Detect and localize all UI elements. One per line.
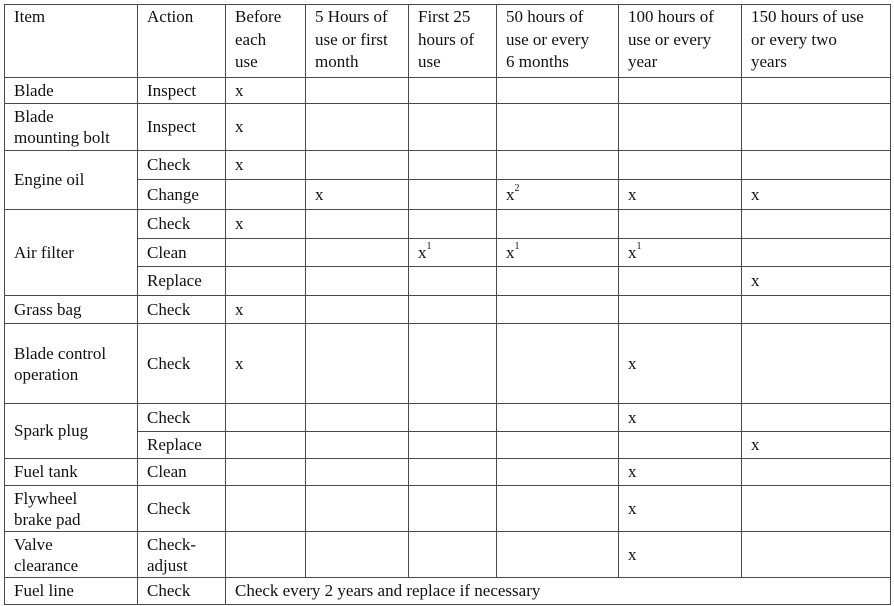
header-line: First 25	[418, 7, 471, 26]
empty-cell	[409, 210, 497, 239]
mark-cell: x	[306, 180, 409, 210]
empty-cell	[306, 151, 409, 180]
table-row	[5, 486, 891, 532]
item-cell	[5, 104, 138, 151]
item-cell: Spark plug	[5, 404, 138, 459]
empty-cell	[497, 486, 619, 532]
table-row	[5, 532, 891, 578]
empty-cell	[306, 210, 409, 239]
col-header-50-hours	[497, 5, 619, 78]
empty-cell	[497, 78, 619, 104]
empty-cell	[306, 78, 409, 104]
table-row	[5, 324, 891, 404]
empty-cell	[497, 459, 619, 486]
empty-cell	[497, 296, 619, 324]
empty-cell	[306, 486, 409, 532]
action-cell: Clean	[138, 459, 226, 486]
maintenance-schedule-table	[4, 4, 891, 605]
header-line: 100 hours of	[628, 7, 714, 26]
item-cell: Fuel tank	[5, 459, 138, 486]
empty-cell	[409, 404, 497, 432]
empty-cell	[497, 324, 619, 404]
action-cell: Check	[138, 324, 226, 404]
item-line: Flywheel	[14, 488, 78, 508]
empty-cell	[409, 296, 497, 324]
action-cell: Check	[138, 578, 226, 605]
item-cell	[5, 324, 138, 404]
header-line: hours of	[418, 29, 475, 49]
empty-cell	[497, 404, 619, 432]
action-cell: Check	[138, 486, 226, 532]
action-line: Check-	[147, 534, 197, 554]
empty-cell	[306, 459, 409, 486]
empty-cell	[742, 459, 891, 486]
action-cell: Check	[138, 296, 226, 324]
item-line: operation	[14, 364, 79, 384]
empty-cell	[742, 151, 891, 180]
footnote-marker: 2	[514, 182, 520, 194]
empty-cell	[409, 432, 497, 459]
empty-cell	[742, 104, 891, 151]
empty-cell	[226, 267, 306, 296]
empty-cell	[409, 486, 497, 532]
table-row	[5, 151, 891, 180]
footnote-marker: 1	[426, 240, 432, 252]
empty-cell	[226, 486, 306, 532]
empty-cell	[306, 267, 409, 296]
empty-cell	[619, 267, 742, 296]
mark-cell: x	[619, 404, 742, 432]
empty-cell	[306, 432, 409, 459]
action-cell: Clean	[138, 239, 226, 267]
empty-cell	[409, 104, 497, 151]
item-line: mounting bolt	[14, 128, 110, 147]
item-line: Blade	[14, 107, 54, 126]
mark-cell	[497, 239, 619, 267]
col-header-item: Item	[5, 5, 138, 78]
action-cell: Check	[138, 210, 226, 239]
empty-cell	[409, 151, 497, 180]
header-line: 5 Hours of	[315, 7, 388, 26]
mark-cell	[619, 239, 742, 267]
item-cell: Air filter	[5, 210, 138, 296]
item-cell: Fuel line	[5, 578, 138, 605]
empty-cell	[409, 459, 497, 486]
empty-cell	[742, 486, 891, 532]
empty-cell	[497, 432, 619, 459]
empty-cell	[306, 239, 409, 267]
mark: x	[506, 184, 515, 204]
item-line: Blade control	[14, 343, 107, 363]
mark: x	[506, 242, 515, 262]
action-cell: Replace	[138, 432, 226, 459]
table-row	[5, 578, 891, 605]
mark-cell: x	[619, 180, 742, 210]
empty-cell	[226, 459, 306, 486]
header-line: each	[235, 29, 267, 49]
empty-cell	[226, 532, 306, 578]
empty-cell	[619, 151, 742, 180]
item-line: clearance	[14, 555, 79, 575]
header-line: use or every	[506, 29, 590, 49]
mark-cell: x	[742, 267, 891, 296]
action-cell: Check	[138, 151, 226, 180]
empty-cell	[742, 210, 891, 239]
mark-cell: x	[619, 486, 742, 532]
header-line: use or first	[315, 29, 388, 49]
empty-cell	[226, 180, 306, 210]
action-cell: Inspect	[138, 78, 226, 104]
empty-cell	[226, 404, 306, 432]
table-row	[5, 459, 891, 486]
empty-cell	[409, 532, 497, 578]
table-row	[5, 78, 891, 104]
empty-cell	[742, 532, 891, 578]
empty-cell	[742, 78, 891, 104]
empty-cell	[742, 404, 891, 432]
empty-cell	[226, 432, 306, 459]
empty-cell	[306, 296, 409, 324]
fuel-line-note: Check every 2 years and replace if necessary	[226, 578, 891, 605]
mark-cell	[409, 239, 497, 267]
footnote-marker: 1	[514, 240, 520, 252]
header-line: 50 hours of	[506, 7, 584, 26]
table-row	[5, 432, 891, 459]
empty-cell	[742, 296, 891, 324]
empty-cell	[619, 104, 742, 151]
mark-cell: x	[619, 324, 742, 404]
empty-cell	[619, 210, 742, 239]
mark-cell: x	[226, 296, 306, 324]
col-header-100-hours	[619, 5, 742, 78]
mark: x	[418, 242, 427, 262]
item-cell	[5, 532, 138, 578]
mark-cell: x	[226, 104, 306, 151]
empty-cell	[409, 180, 497, 210]
empty-cell	[226, 239, 306, 267]
header-line: year	[628, 52, 658, 71]
empty-cell	[497, 104, 619, 151]
item-line: Valve	[14, 534, 53, 554]
item-cell: Blade	[5, 78, 138, 104]
item-line: brake pad	[14, 509, 81, 529]
table-row	[5, 267, 891, 296]
empty-cell	[619, 296, 742, 324]
mark-cell: x	[226, 151, 306, 180]
header-line: 150 hours of use	[751, 7, 864, 26]
mark-cell: x	[742, 432, 891, 459]
empty-cell	[409, 324, 497, 404]
empty-cell	[497, 267, 619, 296]
header-line: use	[418, 52, 441, 71]
header-line: or every two	[751, 29, 837, 49]
empty-cell	[742, 324, 891, 404]
header-line: use	[235, 52, 258, 71]
mark-cell: x	[226, 210, 306, 239]
action-cell: Replace	[138, 267, 226, 296]
col-header-5-hours	[306, 5, 409, 78]
action-cell: Change	[138, 180, 226, 210]
table-row	[5, 180, 891, 210]
mark-cell: x	[742, 180, 891, 210]
empty-cell	[409, 267, 497, 296]
action-cell: Inspect	[138, 104, 226, 151]
mark-cell: x	[226, 78, 306, 104]
table-row	[5, 239, 891, 267]
col-header-150-hours	[742, 5, 891, 78]
table-row	[5, 210, 891, 239]
item-cell	[5, 486, 138, 532]
action-line: adjust	[147, 555, 188, 575]
header-line: 6 months	[506, 52, 569, 71]
footnote-marker: 1	[636, 240, 642, 252]
col-header-first-25-hours	[409, 5, 497, 78]
empty-cell	[306, 104, 409, 151]
item-cell: Grass bag	[5, 296, 138, 324]
header-line: Before	[235, 7, 282, 26]
header-line: use or every	[628, 29, 712, 49]
empty-cell	[497, 151, 619, 180]
header-line: years	[751, 52, 787, 71]
empty-cell	[409, 78, 497, 104]
header-row	[5, 5, 891, 78]
action-cell: Check	[138, 404, 226, 432]
table-row	[5, 404, 891, 432]
header-line: month	[315, 52, 359, 71]
item-cell: Engine oil	[5, 151, 138, 210]
mark-cell: x	[619, 459, 742, 486]
empty-cell	[306, 532, 409, 578]
mark-cell	[497, 180, 619, 210]
empty-cell	[619, 78, 742, 104]
table-row	[5, 296, 891, 324]
empty-cell	[306, 404, 409, 432]
empty-cell	[619, 432, 742, 459]
mark: x	[628, 242, 637, 262]
mark-cell: x	[226, 324, 306, 404]
col-header-before-each-use	[226, 5, 306, 78]
empty-cell	[497, 532, 619, 578]
empty-cell	[497, 210, 619, 239]
empty-cell	[306, 324, 409, 404]
action-cell	[138, 532, 226, 578]
mark-cell: x	[619, 532, 742, 578]
col-header-action: Action	[138, 5, 226, 78]
empty-cell	[742, 239, 891, 267]
table-row	[5, 104, 891, 151]
